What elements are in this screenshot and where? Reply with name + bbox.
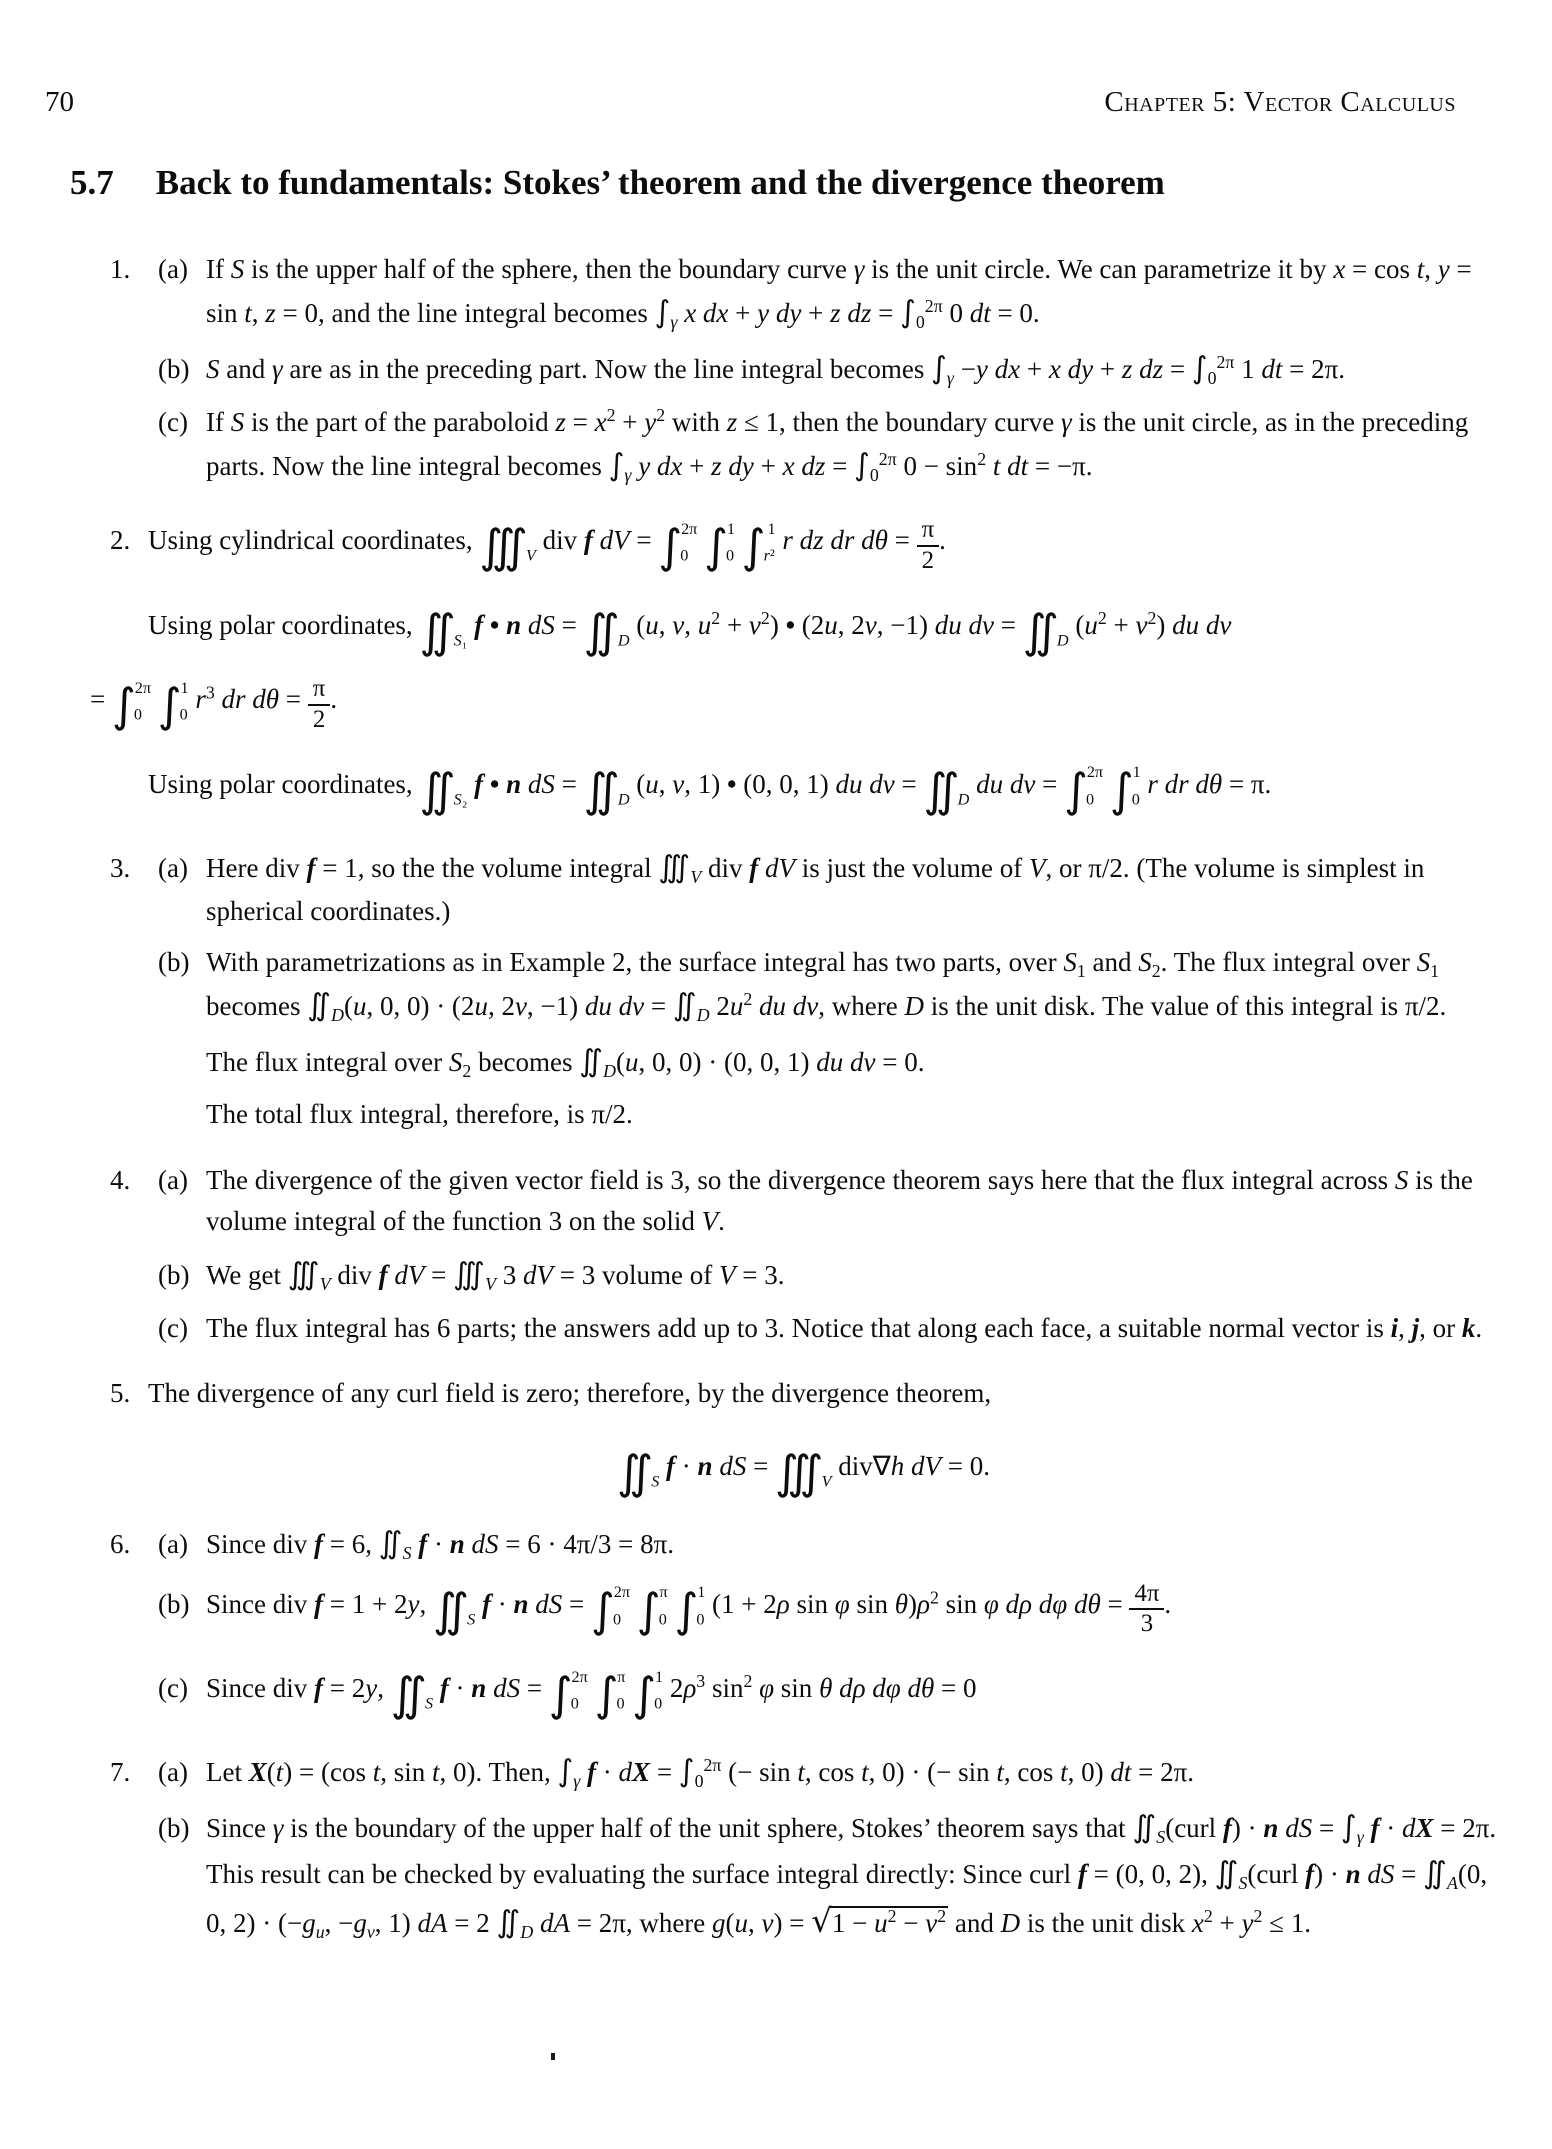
- page-number: 70: [45, 86, 74, 118]
- problem-3: [110, 845, 1497, 1136]
- problem-number: 6.: [110, 1528, 131, 1559]
- problem-5-display: [110, 1424, 1497, 1497]
- problem-2-line-1: [110, 513, 1497, 591]
- problem-7-part-a: [110, 1749, 1497, 1795]
- part-label: (a): [158, 1164, 188, 1195]
- part-content: Since div f = 1 + 2y, $∬_S$ f · n dS = $\int_0^{2\pi}$ $\int_0^\pi$ $\int_0^1$ (1 + 2ρ sin φ $\sin \theta)\rho^2$ sin φ dρ dφ dθ = $\frac{4\pi}{3}$ .: [206, 1579, 1172, 1638]
- part-content: Since γ is the boundary of the upper half of the unit sphere, Stokes’ theorem says that $∬_S(curl$ f) · n dS = $\int_\gamma$ f · dX = 2π. This result can be checked by evaluating the surface integral directly: Since curl f = (0, 0, 2), $∬_S(curl$ f) · n dS = $∬_A(0$, 0, $2) \cdot (-g_u$, $-g_v$, 1) dA = 2 $∬_D$ dA = 2π, where g(u, $v) = √1 - u^2 - v^2$ and D is the unit disk $x^2 + y^2 \le 1$.: [206, 1810, 1497, 1943]
- equation-line: = $\int_0^{2\pi}$ $\int_0^1$ $r^3$ dr dθ = $\frac{\pi}{2}$ .: [90, 674, 338, 733]
- problem-1-part-a: [110, 249, 1497, 336]
- problem-number: 3.: [110, 852, 131, 883]
- part-label: (b): [158, 354, 190, 385]
- problem-4-part-c: [110, 1308, 1497, 1349]
- problem-2: [90, 513, 1497, 820]
- problem-2-line-3: [90, 672, 1497, 750]
- scan-artifact-dot: [551, 2053, 555, 2060]
- problem-2-line-4: [110, 760, 1497, 821]
- equation-line: Using polar coordinates, $∬_{S_1}$ f • n dS = $∬_D$ (u, v, $u^2 + v^2$) • (2u, 2v, −1) du dv = $∬_D$ $(u^2 + v^2)$ du dv: [148, 603, 1232, 658]
- page-header: [0, 0, 1552, 119]
- problem-1-part-c: [110, 402, 1497, 489]
- part-content: The divergence of any curl field is zero; therefore, by the divergence theorem,: [148, 1377, 992, 1408]
- problem-1: [110, 249, 1497, 489]
- problem-6-part-a: [110, 1521, 1497, 1567]
- part-content: The divergence of the given vector field is 3, so the divergence theorem says here that the flux integral across S is the volume integral of the function 3 on the solid V.: [206, 1164, 1473, 1236]
- running-head: Chapter 5: Vector Calculus: [1104, 86, 1456, 118]
- section-title: Back to fundamentals: Stokes’ theorem and the divergence theorem: [155, 163, 1165, 202]
- part-label: (b): [158, 1588, 190, 1619]
- problem-number: 7.: [110, 1757, 131, 1788]
- part-label: (a): [158, 1757, 188, 1788]
- problem-7: [110, 1749, 1497, 1946]
- part-content: Since div f = 6, $∬_S$ f · n dS = 6 · 4π/3 = 8π.: [206, 1525, 674, 1563]
- part-content: We get $∭_V$ div f dV = $∭_V$ 3 dV = 3 volume of V = 3.: [206, 1256, 785, 1294]
- part-label: (a): [158, 254, 188, 285]
- part-label: (c): [158, 407, 188, 438]
- part-content: S and γ are as in the preceding part. Now the line integral becomes $\int_\gamma -y$ dx + x dy + z dz = $\int_0^{2\pi}$ 1 dt = 2π.: [206, 351, 1346, 389]
- section-heading: [70, 163, 1462, 203]
- part-content: Here div f = 1, so the the volume integral $∭_V$ div f dV is just the volume of V, or π/2. (The volume is simplest in spherical coordinates.): [206, 849, 1425, 926]
- problem-6: [110, 1521, 1497, 1726]
- problem-5: [110, 1373, 1497, 1497]
- part-label: (b): [158, 1813, 190, 1844]
- part-label: (b): [158, 946, 190, 977]
- problem-3-part-b-cont-1: [110, 1039, 1497, 1085]
- part-content: With parametrizations as in Example 2, the surface integral has two parts, over $S_1$ and $S_2$. The flux integral over $S_1$ becomes $∬_D(u$, 0, 0) · (2u, 2v, −1) du dv = $∬_D$ $2u^2$ du dv, where D is the unit disk. The value of this integral is π/2.: [206, 946, 1447, 1025]
- solutions-list: [90, 249, 1497, 1946]
- problem-4-part-a: [110, 1160, 1497, 1242]
- part-content: Since div f = 2y, $∬_S$ f · n dS = $\int_0^{2\pi}$ $\int_0^\pi$ $\int_0^1$ $2\rho^3$ $\sin^2 \varphi$ sin θ dρ dφ dθ = 0: [206, 1667, 977, 1722]
- problem-2-line-2: [110, 601, 1497, 662]
- problem-6-part-b: [110, 1577, 1497, 1655]
- part-content: If S is the part of the paraboloid $z = x^2 + y^2$ with z ≤ 1, then the boundary curve γ is the unit circle, as in the preceding parts. Now the line integral becomes $\int_\gamma$ y dx + z dy + x dz = $\int_0^{2\pi}$ $0 - \sin^2 t$ dt = −π.: [206, 405, 1469, 486]
- section-number: 5.7: [70, 163, 114, 202]
- equation-line: Using cylindrical coordinates, $∭_V$ div f dV = $\int_0^{2\pi}$ $\int_0^1$ $\int_{r^2}^1$ r dz dr dθ = $\frac{\pi}{2}$ .: [148, 516, 946, 574]
- equation-line: Using polar coordinates, $∬_{S_2}$ f • n dS = $∬_D$ (u, v, 1) • (0, 0, 1) du dv = $∬_D$ du dv = $\int_0^{2\pi}$ $\int_0^1$ r dr dθ = π.: [148, 762, 1272, 817]
- part-label: (c): [158, 1312, 188, 1343]
- problem-number: 1.: [110, 254, 131, 285]
- part-content: If S is the upper half of the sphere, then the boundary curve γ is the unit circle. We can parametrize it by x = cos t, y = sin t, z = 0, and the line integral becomes $\int_\gamma$ x dx + y dy + z dz = $\int_0^{2\pi}$ 0 dt = 0.: [206, 254, 1472, 333]
- part-label: (b): [158, 1259, 190, 1290]
- part-content: The flux integral over $S_2$ becomes $∬_D(u$, 0, 0) · (0, 0, 1) du dv = 0.: [206, 1043, 925, 1081]
- problem-7-part-b: [110, 1805, 1497, 1946]
- part-label: (c): [158, 1673, 188, 1704]
- problem-1-part-b: [110, 346, 1497, 392]
- part-content: The total flux integral, therefore, is π/2.: [206, 1099, 633, 1130]
- problem-number: 2.: [110, 525, 131, 556]
- problem-3-part-b: [110, 942, 1497, 1029]
- problem-6-part-c: [110, 1664, 1497, 1725]
- problem-4: [110, 1160, 1497, 1349]
- problem-3-part-a: [110, 845, 1497, 932]
- part-content: The flux integral has 6 parts; the answers add up to 3. Notice that along each face, a suitable normal vector is i, j, or k.: [206, 1312, 1483, 1343]
- problem-3-part-b-cont-2: [110, 1094, 1497, 1135]
- problem-number: 4.: [110, 1164, 131, 1195]
- part-label: (a): [158, 852, 188, 883]
- problem-4-part-b: [110, 1252, 1497, 1298]
- part-label: (a): [158, 1528, 188, 1559]
- problem-number: 5.: [110, 1377, 131, 1408]
- part-content: Let X(t) = (cos t, sin t, 0). Then, $\int_\gamma$ f · dX = $\int_0^{2\pi}$ (− sin t, cos t, 0) · (− sin t, cos t, 0) dt = 2π.: [206, 1754, 1195, 1792]
- problem-5-text: [110, 1373, 1497, 1414]
- display-equation: $∬_S$ f · n dS = $∭_V$ div∇h dV = 0.: [616, 1444, 991, 1499]
